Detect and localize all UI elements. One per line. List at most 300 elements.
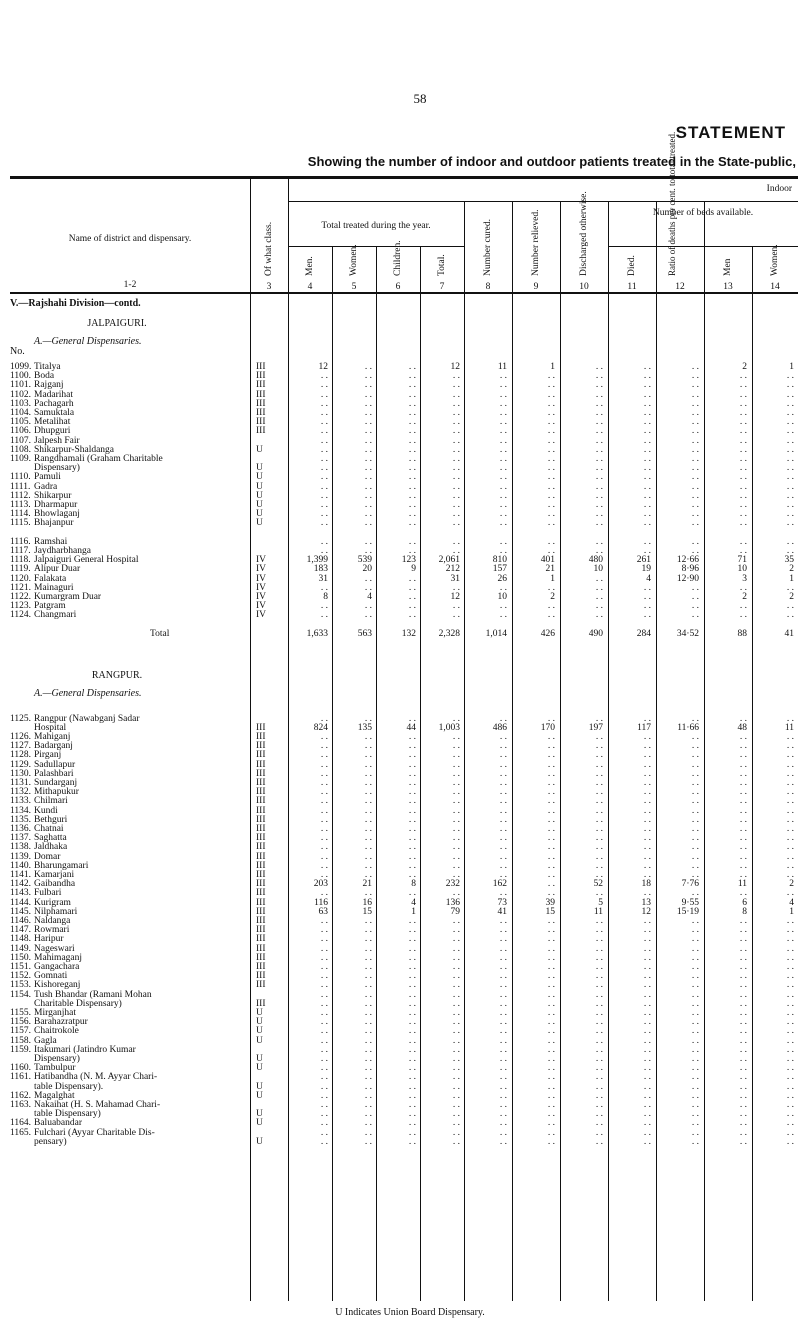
empty-cell: . . — [499, 962, 507, 972]
dispensary-name: Chatnai — [34, 824, 64, 834]
empty-cell: . . — [547, 1054, 555, 1064]
value-cell: 2,061 — [438, 555, 460, 566]
dispensary-name: Falakata — [34, 573, 67, 584]
empty-cell: . . — [320, 971, 328, 982]
empty-cell: . . — [739, 943, 747, 954]
empty-cell: . . — [691, 601, 699, 612]
value-cell: 35 — [784, 555, 794, 566]
empty-cell: . . — [320, 768, 328, 779]
empty-cell: . . — [499, 870, 507, 880]
empty-cell: . . — [320, 408, 328, 418]
empty-cell: . . — [786, 980, 794, 991]
empty-cell: . . — [547, 796, 555, 807]
empty-cell: . . — [595, 750, 603, 761]
value-cell: 8 — [742, 906, 747, 917]
empty-cell: . . — [320, 610, 328, 621]
empty-cell: . . — [452, 536, 460, 547]
empty-cell: . . — [739, 546, 747, 556]
empty-cell: . . — [320, 1026, 328, 1037]
empty-cell: . . — [320, 463, 328, 474]
empty-cell: . . — [691, 787, 699, 798]
class-cell: U — [256, 1008, 263, 1018]
class-cell: U — [256, 1081, 263, 1092]
table-row — [10, 917, 798, 926]
empty-cell: . . — [408, 805, 416, 816]
class-cell: U — [256, 1090, 263, 1101]
table-row — [10, 991, 798, 1000]
empty-cell: . . — [786, 741, 794, 752]
empty-cell: . . — [643, 1090, 651, 1101]
total-value-cell: 88 — [737, 628, 747, 639]
empty-cell: . . — [408, 980, 416, 991]
empty-cell: . . — [547, 1081, 555, 1092]
empty-cell: . . — [499, 943, 507, 954]
table-row — [10, 427, 798, 436]
total-value-cell: 284 — [636, 628, 651, 639]
empty-cell: . . — [595, 463, 603, 474]
empty-cell: . . — [595, 426, 603, 437]
empty-cell: . . — [739, 833, 747, 844]
dispensary-name: Rangpur (Nawabganj Sadar — [34, 713, 140, 724]
class-cell: U — [256, 444, 263, 455]
empty-cell: . . — [547, 463, 555, 474]
empty-cell: . . — [691, 582, 699, 593]
dispensary-name: Nageswari — [34, 943, 75, 954]
empty-cell: . . — [408, 1081, 416, 1092]
empty-cell: . . — [739, 509, 747, 520]
empty-cell: . . — [547, 732, 555, 742]
column-number: 10 — [579, 282, 589, 292]
class-cell: III — [256, 925, 266, 936]
empty-cell: . . — [643, 980, 651, 991]
empty-cell: . . — [595, 454, 603, 464]
table-row — [10, 972, 798, 981]
serial-number: 1127. — [10, 741, 32, 752]
empty-cell: . . — [499, 833, 507, 844]
empty-cell: . . — [320, 509, 328, 520]
empty-cell: . . — [547, 925, 555, 936]
empty-cell: . . — [739, 934, 747, 945]
serial-number: 1100. — [10, 371, 32, 382]
empty-cell: . . — [499, 444, 507, 455]
empty-cell: . . — [643, 481, 651, 492]
empty-cell: . . — [739, 1109, 747, 1120]
empty-cell: . . — [320, 582, 328, 593]
empty-cell: . . — [643, 943, 651, 954]
empty-cell: . . — [595, 916, 603, 926]
dispensary-name: Metalihat — [34, 417, 71, 428]
table-row — [10, 1018, 798, 1027]
empty-cell: . . — [691, 518, 699, 529]
empty-cell: . . — [595, 371, 603, 382]
empty-cell: . . — [452, 454, 460, 464]
empty-cell: . . — [452, 1109, 460, 1120]
empty-cell: . . — [320, 787, 328, 798]
empty-cell: . . — [320, 1072, 328, 1083]
class-cell: U — [256, 1118, 263, 1129]
empty-cell: . . — [739, 851, 747, 862]
class-cell: IV — [256, 555, 267, 566]
empty-cell: . . — [499, 536, 507, 547]
class-cell: U — [256, 463, 263, 474]
table-row — [10, 889, 798, 898]
empty-cell: . . — [786, 925, 794, 936]
empty-cell: . . — [408, 601, 416, 612]
empty-cell: . . — [547, 934, 555, 945]
empty-cell: . . — [643, 1136, 651, 1147]
column-number: 9 — [533, 282, 539, 292]
value-cell: 39 — [545, 897, 555, 908]
empty-cell: . . — [691, 870, 699, 880]
empty-cell: . . — [547, 1127, 555, 1138]
empty-cell: . . — [452, 1008, 460, 1018]
empty-cell: . . — [643, 925, 651, 936]
dispensary-name: Rowmari — [34, 925, 70, 936]
empty-cell: . . — [595, 1109, 603, 1120]
class-cell: III — [256, 888, 266, 899]
empty-cell: . . — [499, 750, 507, 761]
empty-cell: . . — [452, 1100, 460, 1110]
value-cell: 9 — [411, 564, 416, 575]
empty-cell: . . — [499, 472, 507, 483]
empty-cell: . . — [364, 362, 372, 372]
serial-number: 1132. — [10, 787, 32, 798]
empty-cell: . . — [739, 787, 747, 798]
dispensary-name: Bhajanpur — [34, 518, 74, 529]
serial-number: 1135. — [10, 814, 32, 825]
value-cell: 4 — [646, 573, 651, 584]
empty-cell: . . — [320, 417, 328, 428]
value-cell: 1 — [550, 362, 555, 372]
empty-cell: . . — [739, 1054, 747, 1064]
empty-cell: . . — [547, 750, 555, 761]
dispensary-name: Hospital — [34, 722, 67, 733]
empty-cell: . . — [739, 732, 747, 742]
class-cell: III — [256, 851, 266, 862]
serial-number: 1143. — [10, 888, 32, 899]
empty-cell: . . — [364, 925, 372, 936]
table-row — [10, 584, 798, 593]
empty-cell: . . — [739, 481, 747, 492]
empty-cell: . . — [691, 971, 699, 982]
empty-cell: . . — [643, 546, 651, 556]
empty-cell: . . — [408, 787, 416, 798]
dispensary-name: Tush Bhandar (Ramani Mohan — [34, 989, 152, 1000]
value-cell: 2 — [789, 879, 794, 890]
empty-cell: . . — [320, 888, 328, 899]
empty-cell: . . — [739, 582, 747, 593]
empty-cell: . . — [408, 860, 416, 871]
value-cell: 7·76 — [681, 879, 699, 890]
dispensary-name: Bharungamari — [34, 860, 89, 871]
empty-cell: . . — [786, 1118, 794, 1129]
empty-cell: . . — [643, 870, 651, 880]
empty-cell: . . — [739, 888, 747, 899]
empty-cell: . . — [364, 582, 372, 593]
empty-cell: . . — [320, 500, 328, 510]
value-cell: 4 — [789, 897, 794, 908]
empty-cell: . . — [452, 741, 460, 752]
empty-cell: . . — [547, 1017, 555, 1028]
empty-cell: . . — [452, 490, 460, 501]
empty-cell: . . — [786, 732, 794, 742]
empty-cell: . . — [739, 389, 747, 400]
empty-cell: . . — [643, 952, 651, 963]
empty-cell: . . — [739, 1026, 747, 1037]
empty-cell: . . — [643, 759, 651, 770]
empty-cell: . . — [408, 592, 416, 602]
serial-number: 1122. — [10, 592, 32, 602]
table-row — [10, 871, 798, 880]
group-heading: A.—General Dispensaries. — [34, 336, 142, 347]
empty-cell: . . — [320, 1035, 328, 1046]
empty-cell: . . — [364, 833, 372, 844]
empty-cell: . . — [547, 481, 555, 492]
table-row — [10, 843, 798, 852]
table-row — [10, 945, 798, 954]
empty-cell: . . — [786, 435, 794, 446]
dispensary-name: Mithapukur — [34, 787, 79, 798]
value-cell: 41 — [497, 906, 507, 917]
dispensary-name: Gadra — [34, 481, 58, 492]
table-row — [10, 954, 798, 963]
value-cell: 79 — [450, 906, 460, 917]
empty-cell: . . — [499, 1081, 507, 1092]
empty-cell: . . — [452, 1081, 460, 1092]
empty-cell: . . — [547, 1100, 555, 1110]
dispensary-name: Sundarganj — [34, 778, 78, 788]
empty-cell: . . — [739, 518, 747, 529]
class-cell: III — [256, 971, 266, 982]
footnote: U Indicates Union Board Dispensary. — [335, 1307, 485, 1318]
empty-cell: . . — [643, 536, 651, 547]
empty-cell: . . — [691, 1136, 699, 1147]
empty-cell: . . — [452, 371, 460, 382]
empty-cell: . . — [595, 787, 603, 798]
empty-cell: . . — [547, 805, 555, 816]
class-cell: III — [256, 824, 266, 834]
empty-cell: . . — [364, 389, 372, 400]
empty-cell: . . — [786, 1054, 794, 1064]
empty-cell: . . — [786, 805, 794, 816]
empty-cell: . . — [499, 805, 507, 816]
dispensary-name: Jaydharbhanga — [34, 546, 91, 556]
column-number: 7 — [439, 282, 445, 292]
class-cell: III — [256, 906, 266, 917]
column-number: 13 — [723, 282, 733, 292]
empty-cell: . . — [452, 759, 460, 770]
empty-cell: . . — [408, 998, 416, 1009]
empty-cell: . . — [499, 888, 507, 899]
value-cell: 11 — [737, 879, 747, 890]
empty-cell: . . — [786, 1100, 794, 1110]
empty-cell: . . — [643, 398, 651, 409]
serial-number: 1163. — [10, 1100, 32, 1110]
empty-cell: . . — [643, 971, 651, 982]
empty-cell: . . — [408, 952, 416, 963]
empty-cell: . . — [320, 925, 328, 936]
beds-women-header: Women. — [770, 244, 780, 276]
empty-cell: . . — [320, 1118, 328, 1129]
empty-cell: . . — [595, 870, 603, 880]
empty-cell: . . — [739, 444, 747, 455]
serial-number: 1155. — [10, 1008, 32, 1018]
empty-cell: . . — [320, 860, 328, 871]
empty-cell: . . — [595, 1081, 603, 1092]
empty-cell: . . — [739, 1035, 747, 1046]
empty-cell: . . — [786, 998, 794, 1009]
empty-cell: . . — [595, 925, 603, 936]
empty-cell: . . — [408, 971, 416, 982]
table-row — [10, 483, 798, 492]
empty-cell: . . — [643, 750, 651, 761]
value-cell: 261 — [636, 555, 651, 566]
value-cell: 486 — [492, 722, 507, 733]
empty-cell: . . — [691, 713, 699, 724]
serial-number: 1118. — [10, 555, 31, 566]
empty-cell: . . — [320, 536, 328, 547]
class-cell: III — [256, 842, 266, 853]
empty-cell: . . — [739, 741, 747, 752]
empty-cell: . . — [595, 759, 603, 770]
dispensary-name: Naldanga — [34, 916, 71, 926]
empty-cell: . . — [643, 934, 651, 945]
empty-cell: . . — [408, 610, 416, 621]
empty-cell: . . — [364, 750, 372, 761]
dispensary-name: Pachagarh — [34, 398, 74, 409]
empty-cell: . . — [452, 1118, 460, 1129]
empty-cell: . . — [643, 509, 651, 520]
dispensary-name: Domar — [34, 851, 61, 862]
empty-cell: . . — [547, 536, 555, 547]
empty-cell: . . — [786, 787, 794, 798]
serial-number: 1130. — [10, 768, 32, 779]
empty-cell: . . — [452, 435, 460, 446]
empty-cell: . . — [786, 750, 794, 761]
empty-cell: . . — [364, 962, 372, 972]
empty-cell: . . — [452, 481, 460, 492]
dispensary-name: Nilphamari — [34, 906, 78, 917]
empty-cell: . . — [452, 796, 460, 807]
empty-cell: . . — [739, 463, 747, 474]
empty-cell: . . — [691, 481, 699, 492]
empty-cell: . . — [643, 592, 651, 602]
empty-cell: . . — [595, 536, 603, 547]
serial-number: 1156. — [10, 1017, 32, 1028]
empty-cell: . . — [691, 759, 699, 770]
empty-cell: . . — [364, 989, 372, 1000]
class-cell: U — [256, 1017, 263, 1028]
empty-cell: . . — [499, 713, 507, 724]
empty-cell: . . — [364, 1136, 372, 1147]
empty-cell: . . — [739, 824, 747, 834]
class-cell: III — [256, 943, 266, 954]
empty-cell: . . — [691, 833, 699, 844]
empty-cell: . . — [452, 426, 460, 437]
table-row — [10, 391, 798, 400]
empty-cell: . . — [364, 934, 372, 945]
empty-cell: . . — [691, 426, 699, 437]
empty-cell: . . — [408, 824, 416, 834]
empty-cell: . . — [691, 814, 699, 825]
empty-cell: . . — [547, 998, 555, 1009]
value-cell: 18 — [641, 879, 651, 890]
empty-cell: . . — [691, 952, 699, 963]
dispensary-name: Tambulpur — [34, 1063, 76, 1074]
division-heading: V.—Rajshahi Division—contd. — [10, 298, 141, 309]
empty-cell: . . — [364, 870, 372, 880]
empty-cell: . . — [547, 879, 555, 890]
empty-cell: . . — [452, 934, 460, 945]
empty-cell: . . — [408, 546, 416, 556]
table-row — [10, 935, 798, 944]
empty-cell: . . — [786, 398, 794, 409]
empty-cell: . . — [691, 1081, 699, 1092]
empty-cell: . . — [643, 362, 651, 372]
class-cell: III — [256, 897, 266, 908]
empty-cell: . . — [739, 1118, 747, 1129]
empty-cell: . . — [643, 1026, 651, 1037]
empty-cell: . . — [786, 518, 794, 529]
table-row — [10, 381, 798, 390]
empty-cell: . . — [320, 481, 328, 492]
empty-cell: . . — [643, 833, 651, 844]
serial-number: 1134. — [10, 805, 32, 816]
value-cell: 810 — [492, 555, 507, 566]
empty-cell: . . — [691, 934, 699, 945]
empty-cell: . . — [320, 759, 328, 770]
serial-number: 1144. — [10, 897, 32, 908]
empty-cell: . . — [739, 472, 747, 483]
empty-cell: . . — [499, 1127, 507, 1138]
value-cell: 71 — [737, 555, 747, 566]
empty-cell: . . — [499, 732, 507, 742]
class-cell: III — [256, 362, 266, 372]
empty-cell: . . — [364, 952, 372, 963]
empty-cell: . . — [595, 842, 603, 853]
empty-cell: . . — [786, 481, 794, 492]
dispensary-name: Titalya — [34, 362, 61, 372]
empty-cell: . . — [547, 1109, 555, 1120]
empty-cell: . . — [499, 1035, 507, 1046]
dispensary-name: Mirganjhat — [34, 1008, 77, 1018]
value-cell: 4 — [367, 592, 372, 602]
empty-cell: . . — [364, 980, 372, 991]
serial-number: 1106. — [10, 426, 32, 437]
empty-cell: . . — [786, 610, 794, 621]
table-row — [10, 602, 798, 611]
empty-cell: . . — [408, 1063, 416, 1074]
empty-cell: . . — [452, 888, 460, 899]
empty-cell: . . — [786, 888, 794, 899]
empty-cell: . . — [643, 1081, 651, 1092]
empty-cell: . . — [547, 833, 555, 844]
empty-cell: . . — [499, 980, 507, 991]
empty-cell: . . — [739, 536, 747, 547]
empty-cell: . . — [595, 518, 603, 529]
table-row — [10, 1073, 798, 1082]
serial-number: 1137. — [10, 833, 32, 844]
empty-cell: . . — [499, 454, 507, 464]
empty-cell: . . — [786, 1017, 794, 1028]
empty-cell: . . — [320, 389, 328, 400]
empty-cell: . . — [452, 1017, 460, 1028]
dispensary-name: Nakaihat (H. S. Mahamad Chari- — [34, 1100, 161, 1110]
empty-cell: . . — [547, 741, 555, 752]
serial-number: 1125. — [10, 713, 32, 724]
empty-cell: . . — [452, 805, 460, 816]
total-header: Total. — [437, 254, 447, 276]
